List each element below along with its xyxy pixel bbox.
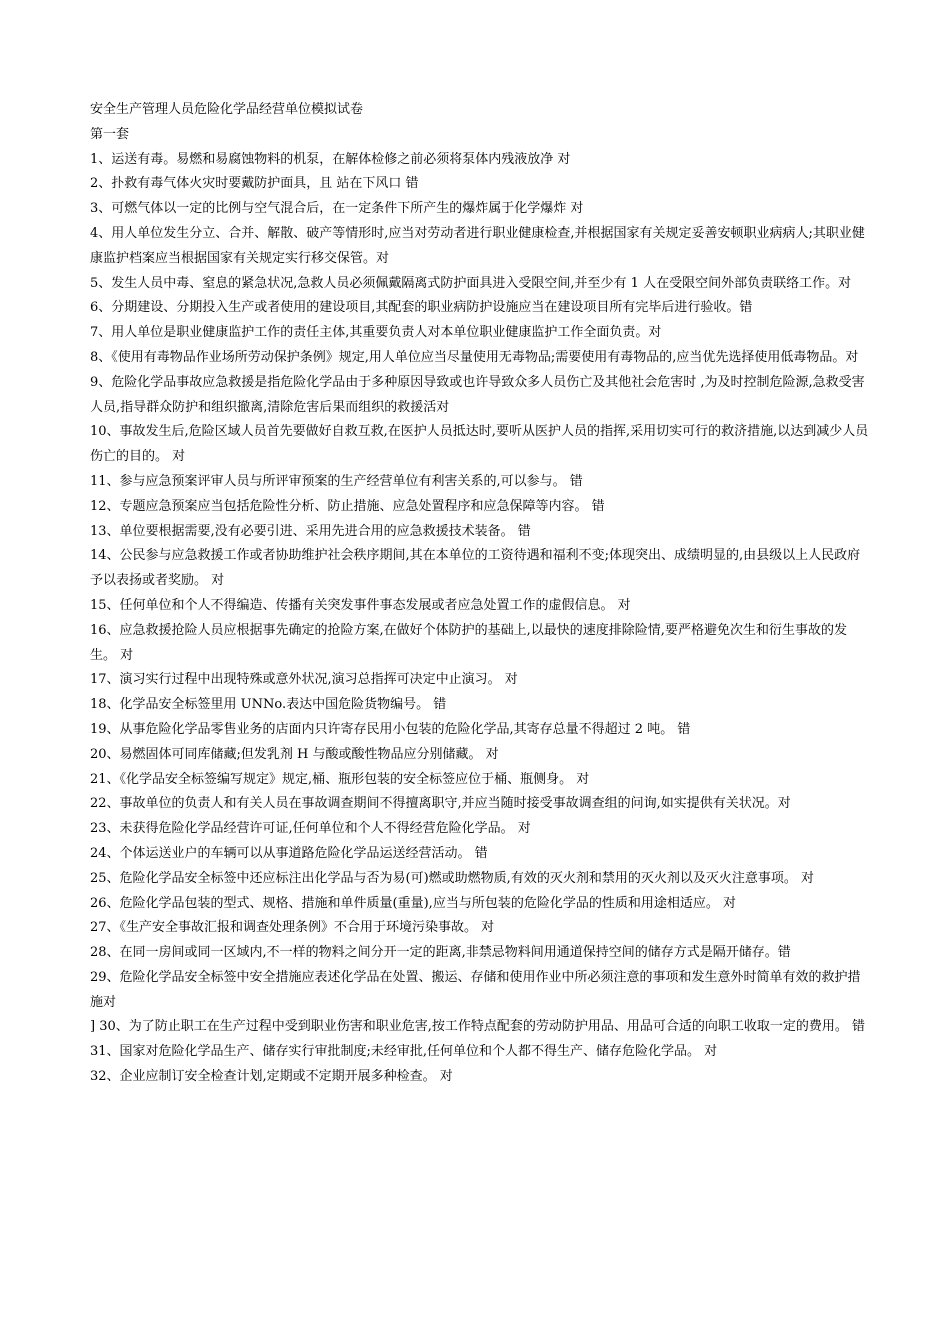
question-item-2: 2、扑救有毒气体火灾时要戴防护面具，且 站在下风口 错 (90, 176, 419, 192)
question-item-1: 1、运送有毒。易燃和易腐蚀物料的机泵，在解体检修之前必须将泵体内残液放净 对 (90, 151, 571, 167)
question-item-17: 17、演习实行过程中出现特殊或意外状况,演习总指挥可决定中止演习。 对 (90, 672, 518, 688)
question-item-25: 25、危险化学品安全标签中还应标注出化学品与否为易(可)燃或助燃物质,有效的灭火剂和禁用的灭火剂以及灭火注意事项。 对 (90, 870, 814, 886)
question-item-30: ] 30、为了防止职工在生产过程中受到职业伤害和职业危害,按工作特点配套的劳动防护用品、用品可合适的向职工收取一定的费用。 错 (90, 1019, 866, 1035)
question-item-19: 19、从事危险化学品零售业务的店面内只许寄存民用小包装的危险化学品,其寄存总量不得超过 2 吨。 错 (90, 721, 691, 737)
question-item-23: 23、未获得危险化学品经营许可证,任何单位和个人不得经营危险化学品。 对 (90, 821, 531, 837)
question-item-18: 18、化学品安全标签里用 UNNo.表达中国危险货物编号。 错 (90, 697, 447, 713)
set-label: 第一套 (90, 126, 130, 142)
document-title: 安全生产管理人员危险化学品经营单位模拟试卷 (90, 102, 364, 117)
question-item-6: 6、分期建设、分期投入生产或者使用的建设项目,其配套的职业病防护设施应当在建设项目所有完毕后进行验收。错 (90, 300, 753, 316)
question-item-7: 7、用人单位是职业健康监护工作的责任主体,其重要负责人对本单位职业健康监护工作全面负责。对 (90, 325, 662, 341)
question-item-9: 9、危险化学品事故应急救援是指危险化学品由于多种原因导致或也许导致众多人员伤亡及其他社会危害时 ,为及时控制危险源,急救受害人员,指导群众防护和组织撤离,清除危害后果而组织的救援活对 (90, 374, 865, 415)
question-item-16: 16、应急救援抢险人员应根据事先确定的抢险方案,在做好个体防护的基础上,以最快的速度排除险情,要严格避免次生和衍生事故的发生。 对 (90, 622, 847, 663)
question-item-11: 11、参与应急预案评审人员与所评审预案的生产经营单位有利害关系的,可以参与。 错 (90, 473, 583, 489)
question-item-12: 12、专题应急预案应当包括危险性分析、防止措施、应急处置程序和应急保障等内容。 错 (90, 498, 605, 514)
question-item-24: 24、个体运送业户的车辆可以从事道路危险化学品运送经营活动。 错 (90, 845, 488, 861)
document-page (90, 98, 870, 1090)
question-item-5: 5、发生人员中毒、窒息的紧急状况,急救人员必须佩戴隔离式防护面具进入受限空间,并至少有 1 人在受限空间外部负责联络工作。对 (90, 275, 852, 291)
question-item-27: 27、《生产安全事故汇报和调查处理条例》不合用于环境污染事故。 对 (90, 920, 495, 936)
question-item-32: 32、企业应制订安全检查计划,定期或不定期开展多种检查。 对 (90, 1069, 453, 1085)
question-item-4: 4、用人单位发生分立、合并、解散、破产等情形时,应当对劳动者进行职业健康检查,并根据国家有关规定妥善安顿职业病病人;其职业健康监护档案应当根据国家有关规定实行移交保管。对 (90, 225, 865, 266)
question-item-31: 31、国家对危险化学品生产、储存实行审批制度;未经审批,任何单位和个人都不得生产、储存危险化学品。 对 (90, 1044, 718, 1060)
question-item-29: 29、危险化学品安全标签中安全措施应表述化学品在处置、搬运、存储和使用作业中所必须注意的事项和发生意外时简单有效的救护措施对 (90, 969, 861, 1010)
question-item-14: 14、公民参与应急救援工作或者协助维护社会秩序期间,其在本单位的工资待遇和福利不变;体现突出、成绩明显的,由县级以上人民政府予以表扬或者奖励。 对 (90, 548, 861, 589)
question-item-20: 20、易燃固体可同库储藏;但发乳剂 H 与酸或酸性物品应分别储藏。 对 (90, 746, 499, 762)
question-item-21: 21、《化学品安全标签编写规定》规定,桶、瓶形包装的安全标签应位于桶、瓶侧身。 对 (90, 771, 590, 787)
question-item-3: 3、可燃气体以一定的比例与空气混合后，在一定条件下所产生的爆炸属于化学爆炸 对 (90, 201, 584, 217)
question-item-15: 15、任何单位和个人不得编造、传播有关突发事件事态发展或者应急处置工作的虚假信息。 对 (90, 597, 631, 613)
question-item-8: 8、《使用有毒物品作业场所劳动保护条例》规定,用人单位应当尽量使用无毒物品;需要使用有毒物品的,应当优先选择使用低毒物品。对 (90, 349, 859, 365)
question-item-26: 26、危险化学品包装的型式、规格、措施和单件质量(重量),应当与所包装的危险化学品的性质和用途相适应。 对 (90, 895, 736, 911)
question-item-22: 22、事故单位的负责人和有关人员在事故调查期间不得擅离职守,并应当随时接受事故调查组的问询,如实提供有关状况。对 (90, 796, 791, 812)
question-item-10: 10、事故发生后,危险区域人员首先要做好自救互救,在医护人员抵达时,要听从医护人员的指挥,采用切实可行的救济措施,以达到减少人员伤亡的目的。 对 (90, 424, 869, 465)
question-item-13: 13、单位要根据需要,没有必要引进、采用先进合用的应急救援技术装备。 错 (90, 523, 531, 539)
question-item-28: 28、在同一房间或同一区域内,不一样的物料之间分开一定的距离,非禁忌物料间用通道保持空间的储存方式是隔开储存。错 (90, 945, 791, 961)
